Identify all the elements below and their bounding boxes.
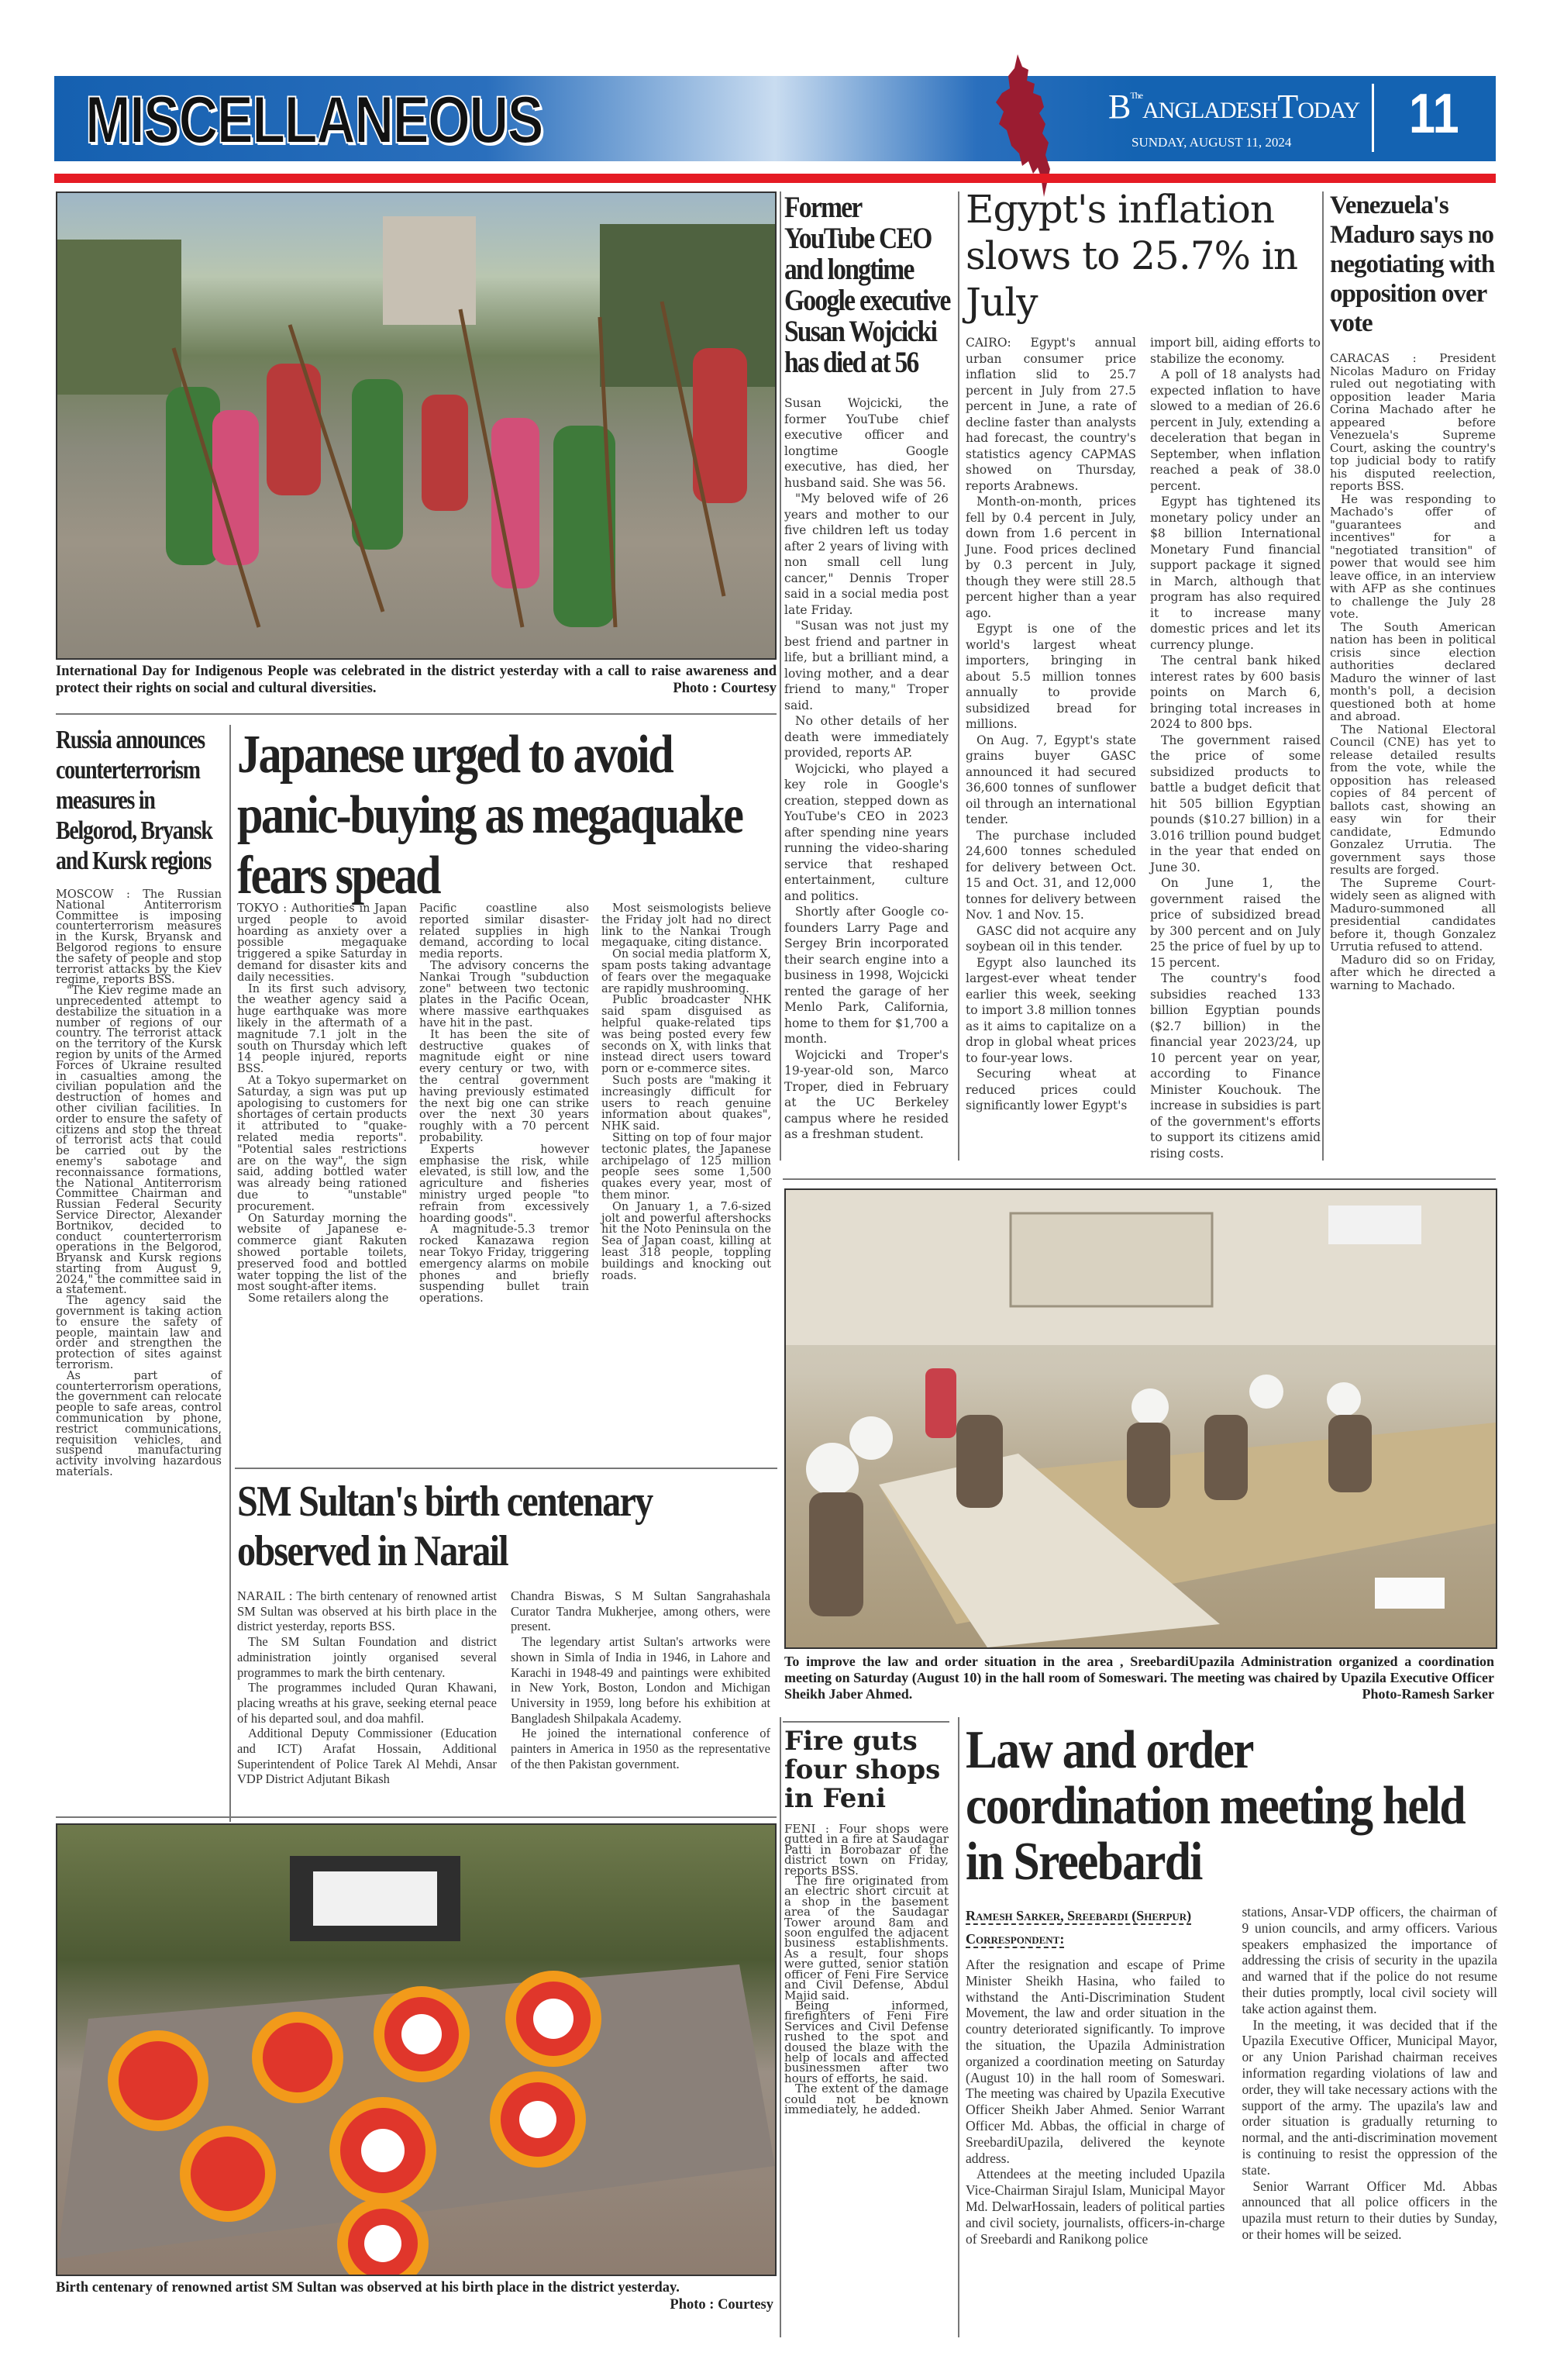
- japan-headline: Japanese urged to avoid panic-buying as megaquake fears spead: [237, 725, 742, 905]
- divider: [235, 1468, 777, 1469]
- byline: Ramesh Sarker, Sreebardi (Sherpur) Correspondent:: [966, 1908, 1192, 1947]
- column-rule: [780, 191, 781, 1161]
- column-rule: [780, 1717, 781, 2337]
- divider: [783, 1178, 1496, 1180]
- column-rule: [958, 1717, 959, 2337]
- venezuela-article: [1330, 191, 1496, 992]
- caption-text: Birth centenary of renowned artist SM Sultan was observed at his birth place in the district yesterday.: [56, 2280, 680, 2295]
- column-rule: [958, 191, 959, 1161]
- sultan-headline: SM Sultan's birth centenary observed in Narail: [237, 1478, 653, 1575]
- divider: [783, 1721, 949, 1723]
- venezuela-body: CARACAS : President Nicolas Maduro on Friday ruled out negotiating with opposition leader Maria Corina Machado after he appeared before Venezuela's Supreme Court, asking the country's top judicial body to ratify his disputed reelection, reports BSS. He was responding to Machado's offer of "guarantees and incentives" for a "negotiated transition" of power that would see him leave office, in an interview with AFP as she continues to challenge the July 28 vote. The South American nation has been in political crisis since election authorities declared Maduro the winner of last month's poll, a decision questioned both at home and abroad. The National Electoral Council (CNE) has yet to release detailed results from the vote, while the opposition has released copies of 84 percent of ballots cast, showing an easy win for their candidate, Edmundo Gonzalez Urrutia. The government says those results are forged. The Supreme Court-widely seen as aligned with Maduro-summoned all presidential candidates before it, though Gonzalez Urrutia refused to attend. Maduro did so on Friday, after which he directed a warning to Machado.: [1330, 351, 1496, 992]
- sultan-grave-photo: [56, 1823, 777, 2276]
- meeting-photo: [784, 1188, 1497, 1649]
- russia-body: MOSCOW : The Russian National Antiterrorism Committee is imposing counterterrorism measures in the Kursk, Bryansk and Belgorod regions to ensure the safety of people and stop terrorist attacks by the Kiev regime, reports BSS. "The Kiev regime made an unprecedented attempt to destabilize the situation in a number of regions of our country. The terrorist attack on the territory of the Kursk region by units of the Armed Forces of Ukraine resulted in casualties among the civilian population and the destruction of homes and other civilian facilities. In order to ensure the safety of citizens and stop the threat of terrorist acts that could be carried out by the enemy's sabotage and reconnaissance formations, the National Antiterrorism Committee Chairman and Russian Federal Security Service Director, Alexander Bortnikov, decided to conduct counterterrorism operations in the Belgorod, Bryansk and Kursk regions starting from August 9, 2024," the committee said in a statement. The agency said the government is taking action to ensure the safety of people, maintain law and order and strengthen the protection of sites against terrorism. As part of counterterrorism operations, the government can relocate people to safe areas, control communication by phone, restrict communications, requisition vehicles, and suspend manufacturing activity involving hazardous materials.: [56, 888, 222, 1479]
- egypt-col-2: import bill, aiding efforts to stabilize the economy. A poll of 18 analysts had expected inflation to have slowed to a median of 26.6 percent in July, extending a deceleration that began in September, when inflation reached a peak of 38.0 percent. Egypt has tightened its monetary policy under an $8 billion International Monetary Fund financial support package it signed in March, although that program has also required it to increase many domestic prices and let its currency plunge. The central bank hiked interest rates by 600 basis points on March 6, bringing total increases in 2024 to 800 bps. The government raised the price of some subsidized products to battle a budget deficit that hit 505 billion Egyptian pounds ($10.27 billion) in a 3.016 trillion pound budget in the year that ended on June 30. On June 1, the government raised the price of subsidized bread by 300 percent and on July 25 the price of fuel by up to 15 percent. The country's food subsidies reached 133 billion Egyptian pounds ($2.7 billion) in the financial year 2023/24, up 10 percent year on year, according to Finance Minister Kouchouk. The increase in subsidies is part of the government's efforts to support its citizens amid rising costs.: [1150, 336, 1321, 1161]
- sultan-photo-caption: [56, 2279, 773, 2313]
- divider: [56, 713, 777, 715]
- sreebardi-article: [966, 1720, 1497, 2247]
- sreebardi-columns: [966, 1904, 1497, 2247]
- sreebardi-col-2: stations, Ansar-VDP officers, the chairman of 9 union councils, and army officers. Various speakers emphasized the importance of addressing the crisis of security in the upazila and warned that if the police do not resume their duties promptly, local civil society will take action against them. In the meeting, it was decided that if the Upazila Executive Officer, Municipal Mayor, or any Union Parishad chairman receives information regarding violations of law and order, they will take necessary actions with the support of the army. The upazila's law and order situation is gradually returning to normal, and the anti-discrimination movement is continuing to resist the oppression of the state. Senior Warrant Officer Md. Abbas announced that all police officers in the upazila must return to their duties by Sunday, or their homes will be seized.: [1242, 1904, 1497, 2242]
- column-rule: [1322, 191, 1324, 1161]
- sreebardi-headline: Law and order coordination meeting held in Sreebardi: [966, 1720, 1465, 1892]
- feni-headline: Fire guts four shops in Feni: [784, 1726, 941, 1814]
- sreebardi-col-1: Ramesh Sarker, Sreebardi (Sherpur) Correspondent: After the resignation and escape of Prime Minister Sheikh Hasina, who failed to withstand the Anti-Discrimination Student Movement, the law and order situation in the country deteriorated significantly. To improve the situation, the Upazila Administration organized a coordination meeting on Saturday (August 10) in the hall room of Someswari. The meeting was chaired by Upazila Executive Officer Sheikh Jaber Ahmed. Senior Warrant Officer Md. Abbas, the official in charge of SreebardiUpazila, delivered the keynote address. Attendees at the meeting included Upazila Vice-Chairman Sirajul Islam, Municipal Mayor Md. DelwarHossain, leaders of political parties and civil society, journalists, officers-in-charge of Sreebardi and Ranikong police: [966, 1908, 1225, 2247]
- egypt-col-1: CAIRO: Egypt's annual urban consumer price inflation slid to 25.7 percent in July from 27.5 percent in June, a rate of decline faster than analysts had forecast, the country's statistics agency CAPMAS showed on Thursday, reports Arabnews. Month-on-month, prices fell by 0.4 percent in July, down from 1.6 percent in June. Food prices declined by 0.3 percent in July, though they were still 28.5 percent higher than a year ago. Egypt is one of the world's largest wheat importers, bringing in about 5.5 million tonnes annually to provide subsidized bread for millions. On Aug. 7, Egypt's state grains buyer GASC announced it had secured 36,600 tonnes of sunflower oil through an international tender. The purchase included 24,600 tonnes scheduled for delivery between Oct. 15 and Oct. 31, and 12,000 tonnes for delivery between Nov. 1 and Nov. 15. GASC did not acquire any soybean oil in this tender. Egypt also launched its largest-ever wheat tender earlier this week, seeking to import 3.8 million tonnes as it aims to capitalize on a drop in global wheat prices to four-year lows. Securing wheat at reduced prices could significantly lower Egypt's: [966, 336, 1136, 1112]
- photo-credit: Photo : Courtesy: [670, 2297, 773, 2313]
- photo-credit: Photo : Courtesy: [673, 681, 777, 696]
- column-rule: [229, 725, 231, 1822]
- japan-article: [237, 725, 777, 1305]
- sultan-col-2: Chandra Biswas, S M Sultan Sangrahashala Curator Tandra Mukherjee, among others, were present. The legendary artist Sultan's artworks were shown in Simla of India in 1946, in Lahore and Karachi in 1948-49 and paintings were exhibited in New York, Boston, London and Michigan University in 1959, long before his exhibition at Bangladesh Shilpakala Academy. He joined the international conference of painters in America in 1950 as the representative of the then Pakistan government.: [511, 1588, 770, 1771]
- youtube-headline: Former YouTube CEO and longtime Google executive Susan Wojcicki has died at 56: [784, 191, 950, 379]
- meeting-illustration: [786, 1190, 1496, 1647]
- indigenous-day-caption: [56, 663, 777, 697]
- venezuela-headline: Venezuela's Maduro says no negotiating with opposition over vote: [1330, 191, 1495, 337]
- japan-columns: [237, 903, 777, 1305]
- sultan-col-1: NARAIL : The birth centenary of renowned artist SM Sultan was observed at his birth place in the district yesterday, reports BSS. The SM Sultan Foundation and district administration jointly organised several programmes to mark the birth centenary. The programmes included Quran Khawani, placing wreaths at his grave, seeking eternal peace of his departed soul, and doa mahfil. Additional Deputy Commissioner (Education and ICT) Arafat Hossain, Additional Superintendent of Police Tarek Al Mehdi, Ansar VDP District Adjutant Bikash: [237, 1588, 497, 1787]
- youtube-article: [784, 192, 949, 1143]
- japan-col-1: TOKYO : Authorities in Japan urged people to avoid hoarding as anxiety over a possible megaquake triggered a spike Saturday in demand for disaster kits and daily necessities. In its first such advisory, the weather agency said a huge earthquake was more likely in the aftermath of a magnitude 7.1 jolt in the south on Thursday which left 14 people injured, reports BSS. At a Tokyo supermarket on Saturday, a sign was put up apologising to customers for shortages of certain products it attributed to "quake-related media reports". "Potential sales restrictions are on the way", the sign said, adding bottled water was already being rationed due to "unstable" procurement. On Saturday morning the website of Japanese e-commerce giant Rakuten showed portable toilets, preserved food and bottled water topping the list of the most sought-after items. Some retailers along the: [237, 902, 407, 1306]
- masthead-divider: [1372, 84, 1374, 152]
- red-rule: [54, 174, 1496, 183]
- sultan-article: [237, 1477, 777, 1787]
- youtube-body: Susan Wojcicki, the former YouTube chief executive officer and longtime Google executive, has died, her husband said. She was 56. "My beloved wife of 26 years and mother to our five children left us today after 2 years of living with non small cell lung cancer," Dennis Troper said in a social media post late Friday. "Susan was not just my best friend and partner in life, but a brilliant mind, a loving mother, and a dear friend to many," Troper said. No other details of her death were immediately provided, reports AP. Wojcicki, who played a key role in Google's creation, stepped down as YouTube's CEO in 2023 after spending nine years running the video-sharing service that reshaped entertainment, culture and politics. Shortly after Google co-founders Larry Page and Sergey Brin incorporated their search engine into a business in 1998, Wojcicki rented the garage of her Menlo Park, California, home to them for $1,700 a month. Wojcicki and Troper's 19-year-old son, Marco Troper, died in February at the UC Berkeley campus where he resided as a freshman student.: [784, 396, 949, 1141]
- wreaths-illustration: [57, 1825, 775, 2275]
- caption-text: International Day for Indigenous People was celebrated in the district yesterday with a call to raise awareness and protect their rights on social and cultural diversities.: [56, 664, 777, 696]
- sultan-columns: [237, 1588, 777, 1787]
- japan-col-2: Pacific coastline also reported similar disaster-related supplies in high demand, according to local media reports. The advisory concerns the Nankai Trough "subduction zone" between two tectonic plates in the Pacific Ocean, where massive earthquakes have hit in the past. It has been the site of destructive quakes of magnitude eight or nine every century or two, with the central government having previously estimated the next big one can strike over the next 30 years roughly with a 70 percent probability. Experts however emphasise the risk, while elevated, is still low, and the agriculture and fisheries ministry urged people "to refrain from excessively hoarding goods". A magnitude-5.3 tremor rocked Kanazawa region near Tokyo Friday, triggering emergency alarms on mobile phones and briefly suspending bullet train operations.: [419, 902, 589, 1306]
- page-number: 11: [1409, 83, 1459, 145]
- section-title: MISCELLANEOUS: [85, 83, 542, 157]
- feni-article: [784, 1727, 949, 2115]
- issue-date: SUNDAY, AUGUST 11, 2024: [1132, 135, 1292, 150]
- meeting-caption: [784, 1654, 1494, 1702]
- masthead: [54, 76, 1496, 169]
- procession-illustration: [57, 193, 775, 658]
- caption-text: To improve the law and order situation in the area , SreebardiUpazila Administration organized a coordination meeting on Saturday (August 10) in the hall room of Someswari. The meeting was chaired by Upazila Executive Officer Sheikh Jaber Ahmed.: [784, 1654, 1494, 1702]
- divider: [56, 1816, 777, 1818]
- egypt-article: [966, 186, 1322, 1161]
- egypt-columns: [966, 335, 1322, 1161]
- paper-name: $B^{The}ANGLADESHTODAY$: [1108, 88, 1360, 126]
- japan-col-3: Most seismologists believe the Friday jolt had no direct link to the Nankai Trough megaquake, citing distance. On social media platform X, spam posts taking advantage of fears over the megaquake are rapidly mushrooming. Public broadcaster NHK said spam disguised as helpful quake-related tips was being posted every few seconds on X, with links that instead direct users toward porn or e-commerce sites. Such posts are "making it increasingly difficult for users to reach genuine information about quakes", NHK said. Sitting on top of four major tectonic plates, the Japanese archipelago of 125 million people sees some 1,500 quakes every year, most of them minor. On January 1, a 7.6-sized jolt and powerful aftershocks hit the Noto Peninsula on the Sea of Japan coast, killing at least 318 people, toppling buildings and knocking out roads.: [601, 902, 771, 1282]
- feni-body: FENI : Four shops were gutted in a fire at Saudagar Patti in Borobazar of the district town on Friday, reports BSS. The fire originated from an electric short circuit at a shop in the basement area of the Saudagar Tower around 8am and soon engulfed the adjacent business establishments. As a result, four shops were gutted, senior station officer of Feni Fire Service and Civil Defense, Abdul Majid said. Being informed, firefighters of Feni Fire Services and Civil Defense rushed to the spot and doused the blaze with the help of locals and affected businessmen after two hours of efforts, he said. The extent of the damage could not be known immediately, he added.: [784, 1822, 949, 2116]
- photo-credit: Photo-Ramesh Sarker: [1362, 1686, 1494, 1702]
- russia-article: [56, 725, 222, 1478]
- egypt-headline: Egypt's inflation slows to 25.7% in July: [966, 187, 1298, 325]
- russia-headline: Russia announces counterterrorism measures in Belgorod, Bryansk and Kursk regions: [56, 726, 212, 875]
- indigenous-day-photo: [56, 191, 777, 660]
